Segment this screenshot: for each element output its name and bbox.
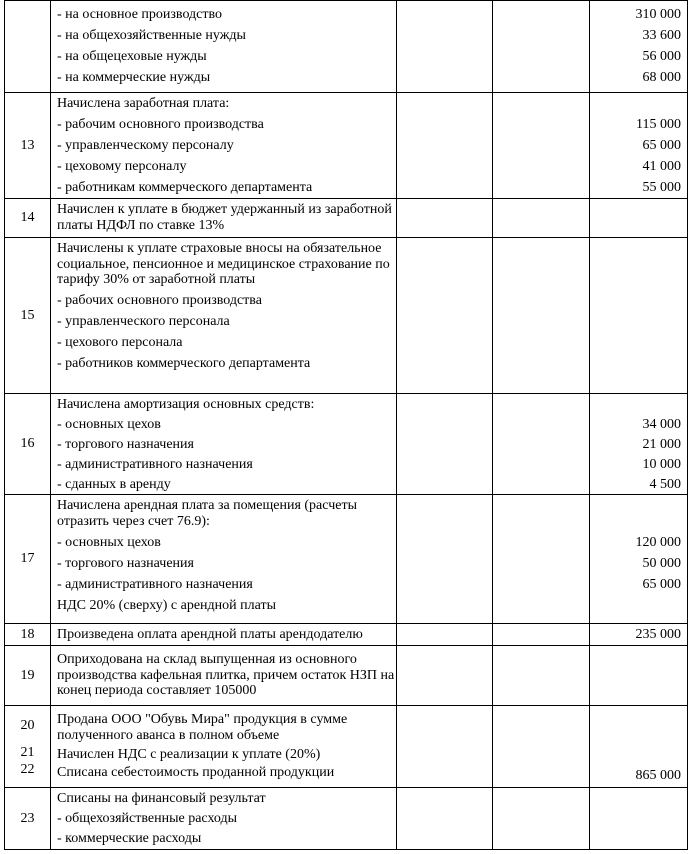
amount-value: 115 000 <box>636 117 681 132</box>
amount-value: 21 000 <box>642 437 681 452</box>
debit-cell <box>397 624 493 646</box>
debit-cell <box>397 646 493 706</box>
debit-cell <box>397 394 493 495</box>
credit-cell <box>493 1 590 93</box>
row-number-cell <box>5 706 51 788</box>
credit-cell <box>493 93 590 199</box>
operation-cell <box>51 394 397 495</box>
line-item: - на основное производство <box>57 7 223 22</box>
debit-cell <box>397 495 493 624</box>
operation-title: Начислен к уплате в бюджет удержанный из заработной платы НДФЛ по ставке 13% <box>57 202 392 233</box>
operation-title: Списаны на финансовый результат <box>57 791 266 806</box>
line-item: - торгового назначения <box>57 555 194 571</box>
credit-cell <box>493 199 590 238</box>
amount-value: 56 000 <box>642 49 681 64</box>
operation-title: Произведена оплата арендной платы арендодателю <box>57 627 363 642</box>
operation-title: Начислена арендная плата за помещения (расчеты отразить через счет 76.9): <box>57 498 357 529</box>
amount-cell <box>590 93 688 199</box>
table-row <box>5 199 688 238</box>
amount-value: 310 000 <box>635 7 681 22</box>
debit-cell <box>397 238 493 394</box>
amount-cell <box>590 199 688 238</box>
amount-value: 55 000 <box>642 180 681 195</box>
operation-cell <box>51 495 397 624</box>
row-number-cell: 23 <box>5 788 51 850</box>
table-row <box>5 495 688 624</box>
table-row <box>5 93 688 199</box>
operation-cell <box>51 624 397 646</box>
row-number-cell: 16 <box>5 394 51 495</box>
amount-value: 65 000 <box>642 576 681 592</box>
line-item: - торгового назначения <box>57 437 194 452</box>
table-row <box>5 646 688 706</box>
operation-title: Начислены к уплате страховые вносы на обязательное социальное, пенсионное и медицинское страхование по тарифу 30% от заработной платы <box>57 241 390 287</box>
amount-value: 10 000 <box>642 457 681 472</box>
credit-cell <box>493 238 590 394</box>
line-item: - рабочих основного производства <box>57 292 262 308</box>
operation-cell <box>51 1 397 93</box>
row-number-cell: 18 <box>5 624 51 646</box>
amount-cell <box>590 495 688 624</box>
table-row <box>5 788 688 850</box>
amount-cell <box>590 788 688 850</box>
operation-cell <box>51 706 397 788</box>
operation-title: Списана себестоимость проданной продукции <box>57 764 335 780</box>
debit-cell <box>397 93 493 199</box>
amount-cell <box>590 238 688 394</box>
row-number: 20 <box>20 718 35 733</box>
credit-cell <box>493 646 590 706</box>
row-number: 21 <box>20 744 35 760</box>
line-item: - административного назначения <box>57 457 253 472</box>
amount-value: 34 000 <box>642 417 681 432</box>
operations-table <box>4 0 688 850</box>
amount-cell <box>590 394 688 495</box>
vat-line: НДС 20% (сверху) с арендной платы <box>57 597 277 613</box>
operation-title: Начислена амортизация основных средств: <box>57 397 315 412</box>
line-item: - на коммерческие нужды <box>57 70 211 85</box>
table-row <box>5 394 688 495</box>
amount-cell <box>590 1 688 93</box>
operation-cell <box>51 646 397 706</box>
amount-value: 4 500 <box>649 477 681 492</box>
debit-cell <box>397 1 493 93</box>
amount-cell <box>590 646 688 706</box>
amount-value: 41 000 <box>642 159 681 174</box>
credit-cell <box>493 706 590 788</box>
row-number-cell: 15 <box>5 238 51 394</box>
table-row <box>5 238 688 394</box>
operation-title: Оприходована на склад выпущенная из основного производства кафельная плитка, причем остаток НЗП на конец периода составляет 105000 <box>57 652 395 698</box>
operation-title: Начислена заработная плата: <box>57 96 230 111</box>
operation-title: Начислен НДС с реализации к уплате (20%) <box>57 747 321 762</box>
row-number-cell: 13 <box>5 93 51 199</box>
row-number-cell <box>5 1 51 93</box>
row-number-cell: 14 <box>5 199 51 238</box>
debit-cell <box>397 788 493 850</box>
line-item: - коммерческие расходы <box>57 831 202 846</box>
row-number: 22 <box>20 762 35 777</box>
line-item: - административного назначения <box>57 576 253 592</box>
line-item: - основных цехов <box>57 534 161 550</box>
operation-cell <box>51 788 397 850</box>
line-item: - основных цехов <box>57 417 161 432</box>
line-item: - работников коммерческого департамента <box>57 355 311 371</box>
line-item: - цехового персонала <box>57 334 183 350</box>
table-row <box>5 1 688 93</box>
amount-value: 33 600 <box>642 28 681 43</box>
line-item: - общехозяйственные расходы <box>57 811 238 826</box>
line-item: - на общецеховые нужды <box>57 49 207 64</box>
line-item: - рабочим основного производства <box>57 117 264 132</box>
table-row <box>5 624 688 646</box>
amount-value: 865 000 <box>635 768 681 783</box>
credit-cell <box>493 394 590 495</box>
line-item: - управленческому персоналу <box>57 138 234 153</box>
amount-value: 68 000 <box>642 70 681 85</box>
credit-cell <box>493 624 590 646</box>
amount-value: 235 000 <box>635 627 681 642</box>
line-item: - сданных в аренду <box>57 477 171 492</box>
table-row <box>5 706 688 788</box>
line-item: - управленческого персонала <box>57 313 230 329</box>
line-item: - цеховому персоналу <box>57 159 187 174</box>
amount-value: 65 000 <box>642 138 681 153</box>
amount-cell <box>590 706 688 788</box>
line-item: - на общехозяйственные нужды <box>57 28 246 43</box>
debit-cell <box>397 199 493 238</box>
operation-cell <box>51 93 397 199</box>
credit-cell <box>493 495 590 624</box>
amount-cell <box>590 624 688 646</box>
amount-value: 120 000 <box>635 534 681 550</box>
operation-cell <box>51 199 397 238</box>
row-number-cell: 19 <box>5 646 51 706</box>
operation-cell <box>51 238 397 394</box>
line-item: - работникам коммерческого департамента <box>57 180 313 195</box>
amount-value: 50 000 <box>642 555 681 571</box>
credit-cell <box>493 788 590 850</box>
debit-cell <box>397 706 493 788</box>
row-number-cell: 17 <box>5 495 51 624</box>
operation-title: Продана ООО "Обувь Мира" продукция в сумме полученного аванса в полном объеме <box>57 712 348 743</box>
